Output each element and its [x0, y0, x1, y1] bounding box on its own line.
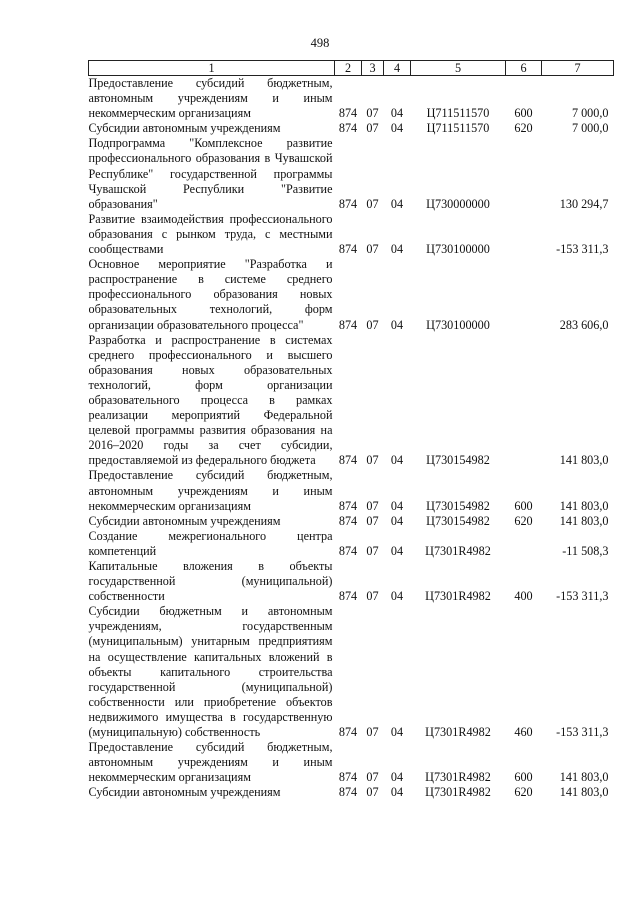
row-section-code: 07: [366, 513, 379, 528]
header-col-name: 1: [89, 61, 335, 76]
row-expense-type: [506, 136, 542, 211]
row-section-code: 07: [366, 498, 379, 513]
row-section-code: 07: [366, 196, 379, 211]
row-subsection-code: 04: [390, 725, 404, 740]
table-row: [89, 529, 614, 559]
row-expense-type: 400: [514, 589, 533, 604]
table-row: [89, 212, 614, 257]
row-subsection-code: 04: [390, 242, 404, 257]
row-section-code: 07: [366, 242, 379, 257]
row-name: Предоставление субсидий бюджетным, автономным учреждениям и иным некоммерческим организациям: [88, 468, 333, 513]
row-expense-type: 620: [514, 785, 533, 800]
row-expense-type: 460: [514, 725, 533, 740]
table-header-row: [89, 61, 614, 76]
row-target-code: Ц711511570: [426, 121, 490, 136]
row-section-code: 07: [366, 453, 379, 468]
row-name: Капитальные вложения в объекты государственной (муниципальной) собственности: [88, 559, 333, 604]
row-target-code: Ц7301R4982: [425, 543, 491, 558]
row-amount: 141 803,0: [559, 770, 609, 785]
table-row: [89, 121, 614, 136]
row-subsection-code: 04: [390, 513, 404, 528]
row-expense-type: [506, 333, 542, 469]
table-row: [89, 740, 614, 785]
row-section-code: 07: [366, 121, 379, 136]
row-section-code: 07: [366, 785, 379, 800]
header-col-expense-type: 6: [506, 61, 542, 76]
row-target-code: Ц730154982: [426, 513, 490, 528]
row-target-code: Ц730100000: [426, 242, 490, 257]
row-subsection-code: 04: [390, 196, 404, 211]
table-row: [89, 257, 614, 332]
row-expense-type: 620: [514, 513, 533, 528]
row-target-code: Ц730000000: [426, 196, 490, 211]
row-expense-type: 620: [514, 121, 533, 136]
row-section-code: 07: [366, 317, 379, 332]
row-ministry-code: 874: [338, 106, 358, 121]
row-name: Субсидии автономным учреждениям: [88, 121, 281, 136]
row-section-code: 07: [366, 770, 379, 785]
row-expense-type: 600: [514, 106, 533, 121]
row-amount: -153 311,3: [556, 589, 609, 604]
row-ministry-code: 874: [338, 513, 358, 528]
row-subsection-code: 04: [390, 498, 404, 513]
row-name: Основное мероприятие "Разработка и распространение в системе среднего профессионального образования новых образовательных технологий, форм организации образовательного процесса": [88, 257, 333, 332]
row-ministry-code: 874: [338, 121, 358, 136]
row-ministry-code: 874: [338, 196, 358, 211]
table-row: [89, 785, 614, 800]
row-amount: -11 508,3: [562, 543, 609, 558]
table-row: [89, 136, 614, 211]
table-row: [89, 333, 614, 469]
row-expense-type: 600: [514, 770, 533, 785]
row-amount: 141 803,0: [559, 453, 609, 468]
page-number: 498: [310, 36, 330, 50]
row-name: Предоставление субсидий бюджетным, автономным учреждениям и иным некоммерческим организациям: [88, 740, 333, 785]
row-expense-type: [506, 212, 542, 257]
row-target-code: Ц730154982: [426, 498, 490, 513]
row-name: Разработка и распространение в системах среднего профессионального и высшего образования новых образовательных технологий, форм организации образовательного процесса в рамках реализации мероприятий Федеральной целевой программы развития образования на 2016–2020 годы за счет субсидии, предоставляемой из федерального бюджета: [88, 332, 333, 468]
row-ministry-code: 874: [338, 770, 358, 785]
row-name: Субсидии автономным учреждениям: [88, 513, 281, 528]
row-section-code: 07: [366, 589, 379, 604]
row-target-code: Ц7301R4982: [425, 589, 491, 604]
header-col-subsection: 4: [384, 61, 411, 76]
row-section-code: 07: [366, 543, 379, 558]
row-amount: 141 803,0: [559, 498, 609, 513]
row-subsection-code: 04: [390, 317, 404, 332]
row-ministry-code: 874: [338, 543, 358, 558]
row-amount: 130 294,7: [559, 196, 609, 211]
row-subsection-code: 04: [390, 770, 404, 785]
row-ministry-code: 874: [338, 498, 358, 513]
row-amount: -153 311,3: [556, 725, 609, 740]
row-amount: 141 803,0: [559, 513, 609, 528]
row-target-code: Ц7301R4982: [425, 770, 491, 785]
row-amount: 7 000,0: [571, 106, 609, 121]
header-col-section: 3: [362, 61, 384, 76]
table-row: [89, 604, 614, 740]
row-subsection-code: 04: [390, 589, 404, 604]
row-subsection-code: 04: [390, 543, 404, 558]
row-amount: 283 606,0: [559, 317, 609, 332]
row-name: Субсидии автономным учреждениям: [88, 785, 281, 800]
row-section-code: 07: [366, 106, 379, 121]
budget-table: [88, 60, 614, 801]
row-name: Предоставление субсидий бюджетным, автономным учреждениям и иным некоммерческим организациям: [88, 76, 333, 121]
row-subsection-code: 04: [390, 453, 404, 468]
row-subsection-code: 04: [390, 785, 404, 800]
row-subsection-code: 04: [390, 106, 404, 121]
row-name: Субсидии бюджетным и автономным учреждениям, государственным (муниципальным) унитарным предприятиям на осуществление капитальных вложений в объекты капитального строительства государственной (муниципальной) собственности или приобретение объектов недвижимого имущества в государственную (муниципальную) собственность: [88, 604, 333, 740]
header-col-amount: 7: [542, 61, 614, 76]
row-name: Создание межрегионального центра компетенций: [88, 528, 333, 558]
row-expense-type: [506, 529, 542, 559]
table-row: [89, 559, 614, 604]
row-amount: 141 803,0: [559, 785, 609, 800]
row-target-code: Ц730154982: [426, 453, 490, 468]
row-target-code: Ц730100000: [426, 317, 490, 332]
row-ministry-code: 874: [338, 785, 358, 800]
row-ministry-code: 874: [338, 725, 358, 740]
table-row: [89, 468, 614, 513]
row-name: Подпрограмма "Комплексное развитие профессионального образования в Чувашской Республике" государственной программы Чувашской Республики "Развитие образования": [88, 136, 333, 211]
table-row: [89, 76, 614, 122]
row-ministry-code: 874: [338, 589, 358, 604]
row-amount: -153 311,3: [556, 242, 609, 257]
row-expense-type: [506, 257, 542, 332]
row-ministry-code: 874: [338, 453, 358, 468]
row-subsection-code: 04: [390, 121, 404, 136]
row-target-code: Ц7301R4982: [425, 725, 491, 740]
row-section-code: 07: [366, 725, 379, 740]
table-row: [89, 514, 614, 529]
row-amount: 7 000,0: [571, 121, 609, 136]
row-expense-type: 600: [514, 498, 533, 513]
table-body: [89, 76, 614, 801]
header-col-target: 5: [411, 61, 506, 76]
header-col-ministry: 2: [335, 61, 362, 76]
row-target-code: Ц711511570: [426, 106, 490, 121]
row-target-code: Ц7301R4982: [425, 785, 491, 800]
row-name: Развитие взаимодействия профессионального образования с рынком труда, с местными сообществами: [88, 211, 333, 257]
row-ministry-code: 874: [338, 242, 358, 257]
row-ministry-code: 874: [338, 317, 358, 332]
